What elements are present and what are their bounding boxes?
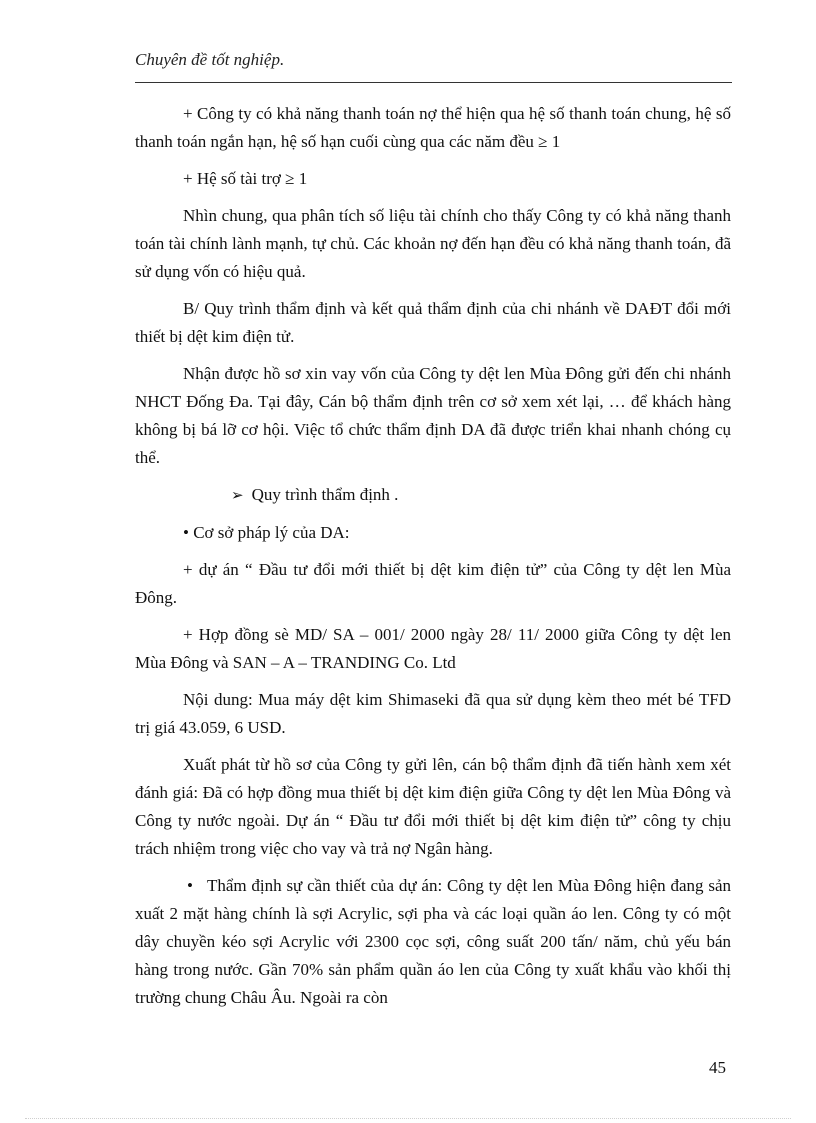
paragraph-payment-ability: + Công ty có khả năng thanh toán nợ thể hiện qua hệ số thanh toán chung, hệ số thanh toán ngắn hạn, hệ số hạn cuối cùng qua các năm đều ≥ 1 <box>135 104 731 151</box>
page-header-title: Chuyên đề tốt nghiệp. <box>135 50 285 69</box>
paragraph-project-name: + dự án “ Đầu tư đổi mới thiết bị dệt kim điện tử” của Công ty dệt len Mùa Đông. <box>135 560 731 607</box>
footer-divider <box>25 1118 791 1119</box>
paragraph-funding-ratio: + Hệ số tài trợ ≥ 1 <box>183 169 308 188</box>
header-divider <box>135 82 732 83</box>
bullet-dot-icon: • <box>187 876 193 895</box>
arrow-list-item-text: Quy trình thẩm định . <box>251 485 399 504</box>
page-number: 45 <box>709 1058 726 1077</box>
paragraph-content: Nội dung: Mua máy dệt kim Shimaseki đã qua sử dụng kèm theo mét bé TFD trị giá 43.059, 6 USD. <box>135 690 731 737</box>
arrow-bullet-icon: ➢ <box>231 488 244 504</box>
document-body <box>135 100 731 1021</box>
bullet-list-item-text: Thẩm định sự cần thiết của dự án: Công ty dệt len Mùa Đông hiện đang sản xuất 2 mặt hàng chính là sợi Acrylic, sợi pha và các loại quần áo len. Công ty có một dây chuyền kéo sợi Acrylic với 2300 cọc sợi, công suất 200 tấn/ năm, chủ yếu bán hàng trong nước. Gần 70% sản phẩm quần áo len của Công ty xuất khẩu vào khối thị trường chung Châu Âu. Ngoài ra còn <box>135 876 731 1007</box>
paragraph-contract: + Hợp đồng sè MD/ SA – 001/ 2000 ngày 28/ 11/ 2000 giữa Công ty dệt len Mùa Đông và SAN – A – TRANDING Co. Ltd <box>135 625 731 672</box>
paragraph-section-b-heading: B/ Quy trình thẩm định và kết quả thẩm định của chi nhánh về DAĐT đổi mới thiết bị dệt kim điện tử. <box>135 299 731 346</box>
legal-basis-heading: • Cơ sở pháp lý của DA: <box>183 523 350 542</box>
paragraph-review: Xuất phát từ hồ sơ của Công ty gửi lên, cán bộ thẩm định đã tiến hành xem xét đánh giá: Đã có hợp đồng mua thiết bị dệt kim điện giữa Công ty dệt len Mùa Đông và Công ty nước ngoài. Dự án “ Đầu tư đổi mới thiết bị dệt kim điện tử” công ty chịu trách nhiệm trong việc cho vay và trả nợ Ngân hàng. <box>135 755 731 858</box>
paragraph-overview: Nhìn chung, qua phân tích số liệu tài chính cho thấy Công ty có khả năng thanh toán tài chính lành mạnh, tự chủ. Các khoản nợ đến hạn đều có khả năng thanh toán, đã sử dụng vốn có hiệu quả. <box>135 206 731 281</box>
paragraph-loan-application: Nhận được hồ sơ xin vay vốn của Công ty dệt len Mùa Đông gửi đến chi nhánh NHCT Đống Đa. Tại đây, Cán bộ thẩm định trên cơ sở xem xét lại, … để khách hàng không bị bá lỡ cơ hội. Việc tổ chức thẩm định DA đã được triển khai nhanh chóng cụ thể. <box>135 364 731 467</box>
bullet-list-item <box>135 872 731 1012</box>
arrow-list-item <box>135 481 731 510</box>
